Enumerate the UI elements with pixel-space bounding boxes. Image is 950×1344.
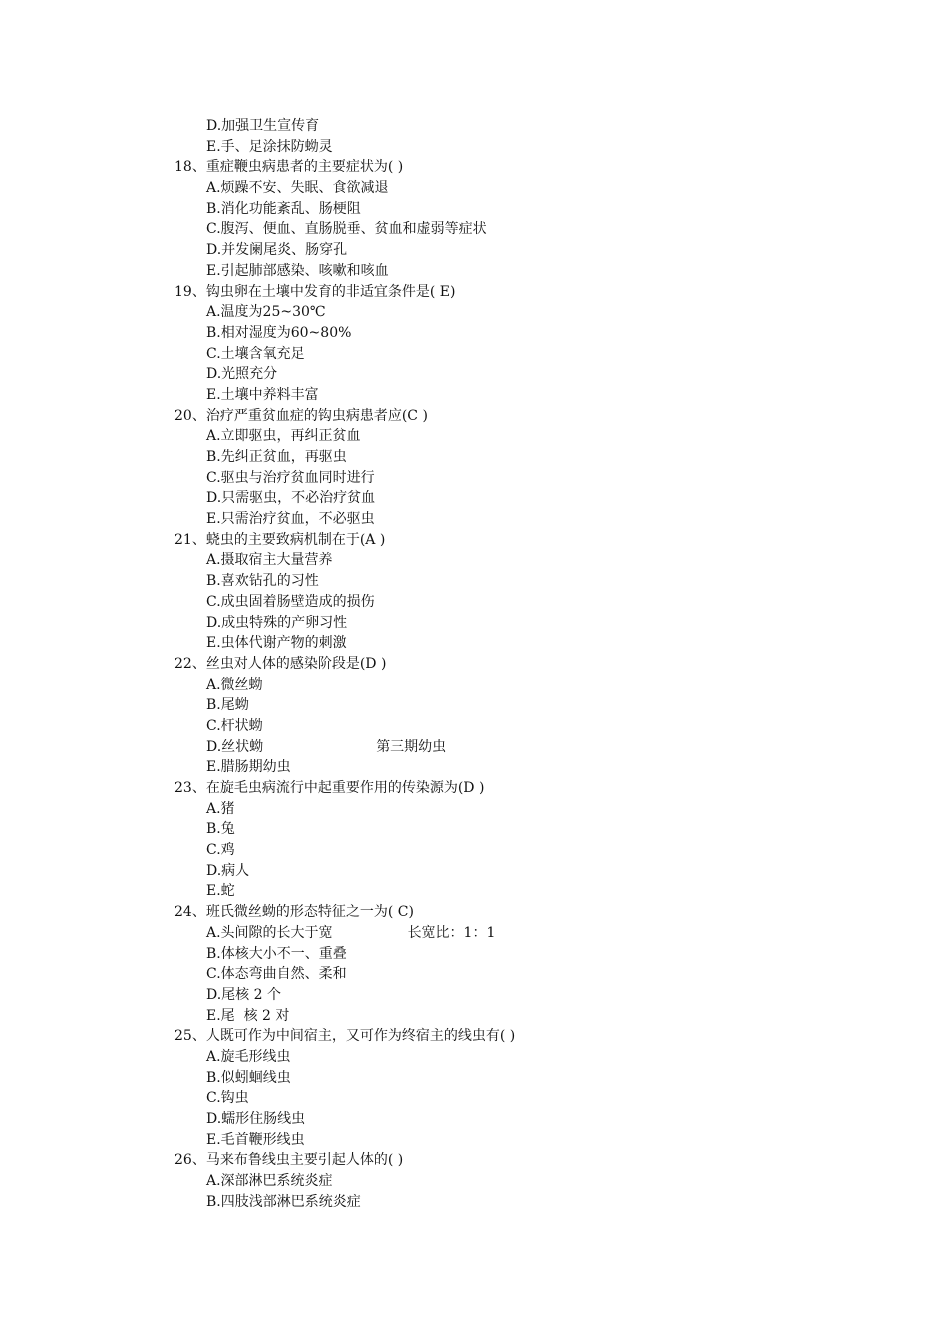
option-text: E.尾 核 2 对 <box>206 1007 290 1024</box>
question-text <box>174 1026 894 1047</box>
option-text: E.只需治疗贫血，不必驱虫 <box>206 511 375 528</box>
option-text: C.腹泻、便血、直肠脱垂、贫血和虚弱等症状 <box>206 221 487 238</box>
answer-option <box>174 488 894 509</box>
option-text: B.体核大小不一、重叠 <box>206 945 347 962</box>
option-text: C.土壤含氧充足 <box>206 345 305 362</box>
option-text: D.尾核 2 个 <box>206 986 281 1003</box>
margin-note: 长宽比：1：1 <box>407 924 496 941</box>
question-text <box>174 1150 894 1171</box>
answer-option <box>174 1171 894 1192</box>
question-text <box>174 406 894 427</box>
option-text: B.先纠正贫血，再驱虫 <box>206 449 347 465</box>
option-text: A.摄取宿主大量营养 <box>206 552 333 569</box>
option-text: B.消化功能紊乱、肠梗阻 <box>206 200 361 217</box>
option-text: A.猪 <box>206 800 235 817</box>
option-text: E.腊肠期幼虫 <box>206 759 291 776</box>
answer-option <box>174 923 894 944</box>
answer-option <box>174 757 894 778</box>
answer-option <box>174 695 894 716</box>
question-stem: 21、蛲虫的主要致病机制在于(A ) <box>174 531 386 548</box>
option-text: B.四肢浅部淋巴系统炎症 <box>206 1193 361 1210</box>
option-text: E.毛首鞭形线虫 <box>206 1131 305 1148</box>
answer-option <box>174 592 894 613</box>
answer-option <box>174 199 894 220</box>
answer-option <box>174 633 894 654</box>
question-text <box>174 778 894 799</box>
option-text: E.土壤中养料丰富 <box>206 386 319 403</box>
answer-option <box>174 364 894 385</box>
option-text: A.立即驱虫，再纠正贫血 <box>206 428 361 445</box>
question-stem: 18、重症鞭虫病患者的主要症状为( ) <box>174 159 404 176</box>
option-text: C.体态弯曲自然、柔和 <box>206 966 347 983</box>
option-text: A.深部淋巴系统炎症 <box>206 1173 333 1190</box>
answer-option <box>174 1130 894 1151</box>
option-text: B.尾蚴 <box>206 697 249 714</box>
option-text: C.钩虫 <box>206 1090 249 1107</box>
answer-option <box>174 344 894 365</box>
answer-option <box>174 861 894 882</box>
answer-option <box>174 468 894 489</box>
option-text: E.虫体代谢产物的刺激 <box>206 635 347 652</box>
option-text: A.烦躁不安、失眠、食欲减退 <box>206 180 389 197</box>
answer-option <box>174 737 894 758</box>
option-text: C.驱虫与治疗贫血同时进行 <box>206 469 375 486</box>
question-text <box>174 902 894 923</box>
answer-option <box>174 1109 894 1130</box>
option-text: D.加强卫生宣传育 <box>206 118 320 134</box>
option-text: B.似蚓蛔线虫 <box>206 1069 291 1086</box>
answer-option <box>174 426 894 447</box>
option-text: D.成虫特殊的产卵习性 <box>206 614 348 631</box>
answer-option <box>174 323 894 344</box>
answer-option <box>174 840 894 861</box>
answer-option <box>174 881 894 902</box>
answer-option <box>174 944 894 965</box>
answer-option <box>174 613 894 634</box>
answer-option <box>174 1088 894 1109</box>
option-text: C.成虫固着肠壁造成的损伤 <box>206 593 375 610</box>
question-stem: 26、马来布鲁线虫主要引起人体的( ) <box>174 1152 404 1169</box>
answer-option <box>174 799 894 820</box>
option-text: D.光照充分 <box>206 366 278 383</box>
option-text: D.只需驱虫，不必治疗贫血 <box>206 490 376 507</box>
option-text: A.头间隙的长大于宽 <box>206 924 333 941</box>
answer-option <box>174 261 894 282</box>
option-text: E.蛇 <box>206 883 235 900</box>
question-text <box>174 530 894 551</box>
question-text <box>174 157 894 178</box>
answer-option <box>174 985 894 1006</box>
question-stem: 20、治疗严重贫血症的钩虫病患者应(C ) <box>174 407 428 424</box>
option-text: D.蠕形住肠线虫 <box>206 1111 306 1127</box>
answer-option <box>174 240 894 261</box>
option-text: E.引起肺部感染、咳嗽和咳血 <box>206 262 389 279</box>
answer-option <box>174 116 894 137</box>
answer-option <box>174 1068 894 1089</box>
answer-option <box>174 1006 894 1027</box>
question-stem: 22、丝虫对人体的感染阶段是(D ) <box>174 655 387 672</box>
margin-note: 第三期幼虫 <box>376 738 447 755</box>
option-text: B.喜欢钻孔的习性 <box>206 573 319 590</box>
answer-option <box>174 819 894 840</box>
answer-option <box>174 178 894 199</box>
question-stem: 25、人既可作为中间宿主，又可作为终宿主的线虫有( ) <box>174 1028 516 1045</box>
answer-option <box>174 219 894 240</box>
answer-option <box>174 1192 894 1213</box>
answer-option <box>174 716 894 737</box>
answer-option <box>174 571 894 592</box>
option-text: C.鸡 <box>206 842 235 859</box>
question-stem: 23、在旋毛虫病流行中起重要作用的传染源为(D ) <box>174 780 485 796</box>
answer-option <box>174 137 894 158</box>
answer-option <box>174 302 894 323</box>
answer-option <box>174 447 894 468</box>
question-stem: 19、钩虫卵在土壤中发育的非适宜条件是( E) <box>174 283 456 300</box>
question-text <box>174 282 894 303</box>
option-text: D.并发阑尾炎、肠穿孔 <box>206 242 348 259</box>
option-text: D.丝状蚴 <box>206 738 264 755</box>
option-text: B.相对湿度为60~80% <box>206 324 352 341</box>
answer-option <box>174 675 894 696</box>
option-text: A.旋毛形线虫 <box>206 1048 291 1065</box>
answer-option <box>174 964 894 985</box>
option-text: D.病人 <box>206 862 250 879</box>
question-stem: 24、班氏微丝蚴的形态特征之一为( C) <box>174 904 414 921</box>
option-text: B.兔 <box>206 821 235 838</box>
answer-option <box>174 550 894 571</box>
answer-option <box>174 509 894 530</box>
option-text: A.微丝蚴 <box>206 676 263 693</box>
question-text <box>174 654 894 675</box>
option-text: C.杆状蚴 <box>206 717 263 734</box>
answer-option <box>174 385 894 406</box>
question-list <box>174 116 894 1212</box>
option-text: A.温度为25~30℃ <box>206 304 326 321</box>
option-text: E.手、足涂抹防蚴灵 <box>206 138 333 155</box>
answer-option <box>174 1047 894 1068</box>
